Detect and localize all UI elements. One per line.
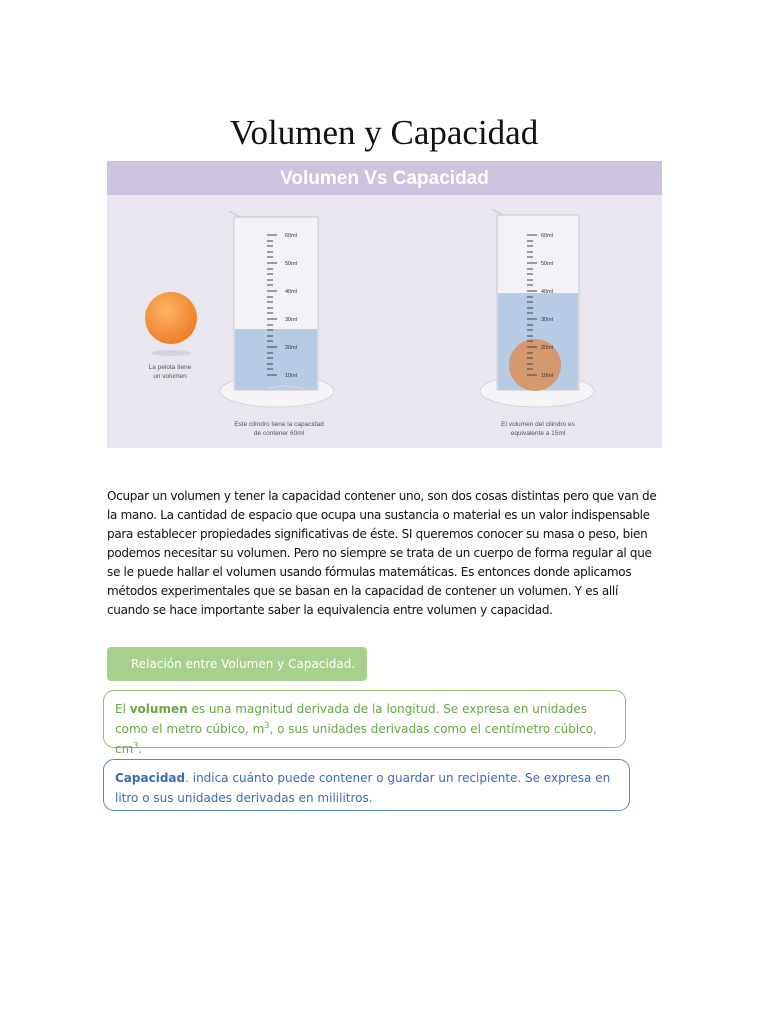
volumen-term: volumen bbox=[129, 702, 188, 716]
left-mark-50: 50ml bbox=[285, 261, 297, 267]
ball-shadow bbox=[151, 350, 191, 356]
capacidad-definition-box bbox=[103, 759, 630, 811]
right-caption-line1: El volumen del cilindro es bbox=[501, 421, 575, 428]
cylinders-drawing bbox=[107, 195, 662, 448]
capacidad-term: Capacidad bbox=[115, 771, 186, 785]
left-mark-10: 10ml bbox=[285, 373, 297, 379]
right-caption-line2: equivalente a 15ml bbox=[510, 430, 566, 437]
left-mark-20: 20ml bbox=[285, 345, 297, 351]
right-mark-20: 20ml bbox=[541, 345, 553, 351]
left-mark-60: 60ml bbox=[285, 233, 297, 239]
right-mark-50: 50ml bbox=[541, 261, 553, 267]
volumen-sup-2: 3 bbox=[133, 741, 139, 750]
right-mark-40: 40ml bbox=[541, 289, 553, 295]
left-caption-line2: de contener 60ml bbox=[253, 430, 305, 437]
volumen-text-2: es una magnitud derivada de la longitud. Se expresa en unidades como el metro cúbico, m bbox=[115, 702, 588, 736]
orange-ball bbox=[145, 292, 197, 344]
volumen-definition-box bbox=[103, 690, 626, 756]
body-paragraph: Ocupar un volumen y tener la capacidad contener uno, son dos cosas distintas pero que van de la mano. La cantidad de espacio que ocupa una sustancia o material es un valor indispensable para establecer propiedades significativas de éste. SI queremos conocer su masa o peso, bien podemos necesitar su volumen. Pero no siempre se trata de un cuerpo de forma regular al que se le puede hallar el volumen usando fórmulas matemáticas. Es entonces donde aplicamos métodos experimentales que se basan en la capacidad de contener un volumen. Y es allí cuando se hace importante saber la equivalencia entre volumen y capacidad. bbox=[107, 489, 657, 617]
ball-caption-line2: un volumen bbox=[153, 373, 187, 380]
volumen-text-3: , o sus unidades derivadas como el centímetro cúbico, cm bbox=[115, 722, 597, 756]
left-mark-30: 30ml bbox=[285, 317, 297, 323]
illustration-header: Volumen Vs Capacidad bbox=[107, 161, 662, 195]
volumen-sup-1: 3 bbox=[264, 721, 270, 730]
volumen-text-4: . bbox=[138, 742, 143, 756]
page-title: Volumen y Capacidad bbox=[229, 113, 539, 153]
capacidad-text: . indica cuánto puede contener o guardar un recipiente. Se expresa en litro o sus unidades derivadas en mililitros. bbox=[115, 771, 611, 805]
right-mark-30: 30ml bbox=[541, 317, 553, 323]
left-caption-line1: Este cilindro tiene la capacidad bbox=[234, 421, 324, 428]
section-tab: Relación entre Volumen y Capacidad. bbox=[107, 647, 367, 681]
ball-caption-line1: La pelota tiene bbox=[148, 364, 192, 371]
right-mark-10: 10ml bbox=[541, 373, 553, 379]
right-cylinder bbox=[480, 209, 594, 437]
right-mark-60: 60ml bbox=[541, 233, 553, 239]
volume-vs-capacity-illustration bbox=[107, 161, 662, 448]
left-cylinder bbox=[220, 211, 334, 437]
left-mark-40: 40ml bbox=[285, 289, 297, 295]
volumen-text-1: El bbox=[115, 702, 130, 716]
